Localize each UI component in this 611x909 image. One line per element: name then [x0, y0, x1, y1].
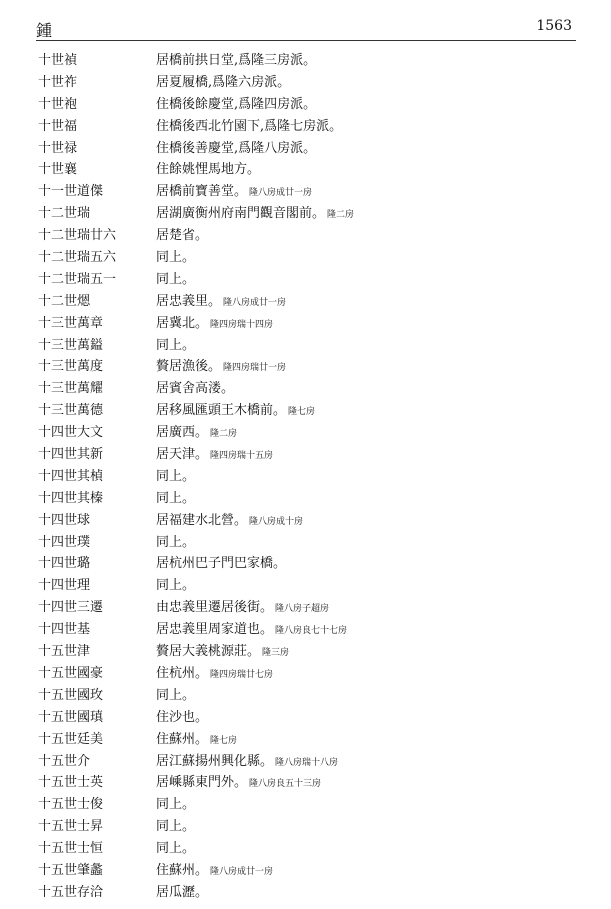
- entry-row: [38, 72, 578, 94]
- entry-name: 十一世道傑: [38, 184, 104, 200]
- entry-residence: [156, 466, 578, 488]
- entry-name: 十四世三遷: [38, 600, 104, 616]
- entry-residence-text: 同上。: [156, 468, 196, 484]
- entry-name: 十五世士昇: [38, 819, 104, 835]
- genealogy-entry-list: [38, 50, 578, 904]
- entry-residence-text: 同上。: [156, 578, 196, 594]
- entry-branch-note: 隆八房良七十七房: [275, 626, 348, 637]
- entry-name: 十三世萬度: [38, 359, 104, 375]
- entry-name: 十四世其楨: [38, 468, 104, 484]
- entry-row: [38, 532, 578, 554]
- entry-name: 十五世存洽: [38, 884, 104, 900]
- entry-residence-text: 居湖廣衡州府南門觀音閣前。: [156, 206, 326, 222]
- entry-residence: [156, 116, 578, 138]
- entry-residence: [156, 860, 578, 882]
- entry-residence: [156, 72, 578, 94]
- entry-residence-text: 同上。: [156, 250, 196, 266]
- entry-row: [38, 860, 578, 882]
- entry-name: 十世祚: [38, 74, 78, 90]
- entry-row: [38, 291, 578, 313]
- entry-residence-text: 居天津。: [156, 447, 209, 463]
- entry-row: [38, 444, 578, 466]
- entry-branch-note: 隆八房良五十三房: [249, 779, 322, 790]
- entry-branch-note: 隆八房成十房: [249, 516, 304, 527]
- entry-residence: [156, 50, 578, 72]
- entry-residence: [156, 94, 578, 116]
- entry-residence: [156, 422, 578, 444]
- entry-row: [38, 510, 578, 532]
- entry-residence-text: 居江蘇揚州興化縣。: [156, 753, 274, 769]
- entry-residence-text: 由忠義里遷居後街。: [156, 600, 274, 616]
- entry-name: 十四世理: [38, 578, 91, 594]
- entry-branch-note: 隆四房瑞廿七房: [210, 669, 274, 680]
- entry-residence: [156, 138, 578, 160]
- entry-residence-text: 居忠義里周家道也。: [156, 622, 274, 638]
- entry-name: 十世袍: [38, 96, 78, 112]
- entry-residence-text: 居移風匯頭王木橋前。: [156, 403, 287, 419]
- entry-row: [38, 619, 578, 641]
- entry-residence-text: 居楚省。: [156, 228, 209, 244]
- entry-name: 十五世津: [38, 644, 91, 660]
- entry-row: [38, 356, 578, 378]
- entry-name: 十五世士恒: [38, 841, 104, 857]
- entry-row: [38, 553, 578, 575]
- entry-residence-text: 贅居漁後。: [156, 359, 222, 375]
- entry-name: 十二世瑞: [38, 206, 91, 222]
- entry-branch-note: 隆七房: [288, 407, 316, 418]
- entry-residence: [156, 532, 578, 554]
- entry-row: [38, 400, 578, 422]
- entry-residence-text: 同上。: [156, 841, 196, 857]
- entry-residence: [156, 378, 578, 400]
- entry-residence: [156, 794, 578, 816]
- entry-residence: [156, 400, 578, 422]
- entry-name: 十二世瑞五一: [38, 271, 117, 287]
- running-title: 鍾: [36, 21, 53, 40]
- entry-residence-text: 住橋後善慶堂,爲隆八房派。: [156, 140, 317, 156]
- entry-row: [38, 772, 578, 794]
- entry-row: [38, 597, 578, 619]
- entry-residence-text: 住餘姚悝馬地方。: [156, 162, 261, 178]
- entry-residence: [156, 619, 578, 641]
- entry-branch-note: 隆二房: [327, 210, 355, 221]
- entry-branch-note: 隆八房成廿一房: [249, 188, 313, 199]
- entry-residence: [156, 707, 578, 729]
- entry-name: 十五世士俊: [38, 797, 104, 813]
- entry-row: [38, 882, 578, 904]
- entry-row: [38, 378, 578, 400]
- entry-row: [38, 225, 578, 247]
- entry-residence: [156, 838, 578, 860]
- entry-residence-text: 同上。: [156, 687, 196, 703]
- entry-branch-note: 隆八房成廿一房: [223, 297, 287, 308]
- entry-residence-text: 住沙也。: [156, 709, 209, 725]
- entry-name: 十五世國豪: [38, 665, 104, 681]
- entry-branch-note: 隆二房: [210, 429, 238, 440]
- entry-name: 十四世璐: [38, 556, 91, 572]
- entry-residence: [156, 356, 578, 378]
- entry-row: [38, 466, 578, 488]
- entry-residence-text: 住橋後餘慶堂,爲隆四房派。: [156, 96, 317, 112]
- entry-residence: [156, 816, 578, 838]
- entry-residence-text: 居杭州巴子門巴家橋。: [156, 556, 287, 572]
- page-number: 1563: [536, 18, 572, 34]
- entry-name: 十四世球: [38, 512, 91, 528]
- entry-residence: [156, 313, 578, 335]
- entry-name: 十二世煾: [38, 293, 91, 309]
- entry-name: 十三世萬鎰: [38, 337, 104, 353]
- entry-row: [38, 269, 578, 291]
- entry-name: 十五世肇蠡: [38, 862, 104, 878]
- entry-name: 十五世廷美: [38, 731, 104, 747]
- entry-residence: [156, 772, 578, 794]
- entry-residence-text: 居福建水北營。: [156, 512, 248, 528]
- entry-residence-text: 同上。: [156, 534, 196, 550]
- entry-row: [38, 116, 578, 138]
- entry-branch-note: 隆八房成廿一房: [210, 866, 274, 877]
- entry-name: 十三世萬德: [38, 403, 104, 419]
- entry-residence: [156, 597, 578, 619]
- entry-residence-text: 住杭州。: [156, 665, 209, 681]
- entry-name: 十四世其新: [38, 447, 104, 463]
- entry-residence: [156, 575, 578, 597]
- entry-branch-note: 隆四房瑞十五房: [210, 451, 274, 462]
- entry-residence-text: 同上。: [156, 797, 196, 813]
- entry-row: [38, 313, 578, 335]
- entry-name: 十世禄: [38, 140, 78, 156]
- entry-row: [38, 422, 578, 444]
- entry-residence: [156, 444, 578, 466]
- entry-residence: [156, 751, 578, 773]
- entry-residence-text: 居嵊縣東門外。: [156, 775, 248, 791]
- entry-residence: [156, 335, 578, 357]
- entry-residence-text: 居瓜瀝。: [156, 884, 209, 900]
- entry-residence-text: 同上。: [156, 490, 196, 506]
- entry-residence: [156, 663, 578, 685]
- entry-row: [38, 159, 578, 181]
- entry-row: [38, 729, 578, 751]
- entry-row: [38, 50, 578, 72]
- entry-residence: [156, 203, 578, 225]
- entry-residence-text: 贅居大義桃源莊。: [156, 644, 261, 660]
- entry-residence-text: 居冀北。: [156, 315, 209, 331]
- entry-row: [38, 663, 578, 685]
- entry-residence-text: 住蘇州。: [156, 731, 209, 747]
- entry-row: [38, 685, 578, 707]
- entry-residence-text: 居賓舍高溇。: [156, 381, 235, 397]
- entry-residence-text: 居廣西。: [156, 425, 209, 441]
- entry-name: 十二世瑞五六: [38, 250, 117, 266]
- entry-name: 十四世璞: [38, 534, 91, 550]
- entry-row: [38, 488, 578, 510]
- entry-branch-note: 隆八房瑞十八房: [275, 757, 339, 768]
- entry-residence: [156, 247, 578, 269]
- entry-residence-text: 住蘇州。: [156, 862, 209, 878]
- entry-row: [38, 181, 578, 203]
- entry-name: 十四世大文: [38, 425, 104, 441]
- entry-residence-text: 同上。: [156, 271, 196, 287]
- entry-name: 十三世萬章: [38, 315, 104, 331]
- entry-name: 十五世國玫: [38, 687, 104, 703]
- entry-row: [38, 794, 578, 816]
- entry-residence: [156, 685, 578, 707]
- entry-name: 十二世瑞廿六: [38, 228, 117, 244]
- entry-name: 十四世基: [38, 622, 91, 638]
- entry-residence: [156, 729, 578, 751]
- entry-residence-text: 住橋後西北竹園下,爲隆七房派。: [156, 118, 343, 134]
- entry-residence: [156, 553, 578, 575]
- entry-residence-text: 同上。: [156, 337, 196, 353]
- page-header: [36, 14, 576, 41]
- entry-row: [38, 247, 578, 269]
- entry-name: 十四世其榛: [38, 490, 104, 506]
- entry-row: [38, 575, 578, 597]
- entry-row: [38, 203, 578, 225]
- entry-residence-text: 居橋前拱日堂,爲隆三房派。: [156, 53, 317, 68]
- entry-row: [38, 335, 578, 357]
- entry-residence: [156, 225, 578, 247]
- entry-branch-note: 隆三房: [262, 648, 290, 659]
- entry-residence: [156, 510, 578, 532]
- entry-residence: [156, 159, 578, 181]
- entry-residence-text: 居橋前寶善堂。: [156, 184, 248, 200]
- entry-row: [38, 94, 578, 116]
- entry-branch-note: 隆四房瑞廿一房: [223, 363, 287, 374]
- entry-residence-text: 居夏履橋,爲隆六房派。: [156, 74, 291, 90]
- entry-row: [38, 838, 578, 860]
- entry-name: 十五世國瑱: [38, 709, 104, 725]
- entry-branch-note: 隆四房瑞十四房: [210, 319, 274, 330]
- entry-branch-note: 隆八房子超房: [275, 604, 330, 615]
- entry-residence: [156, 882, 578, 904]
- entry-name: 十世禎: [38, 53, 78, 68]
- entry-name: 十五世士英: [38, 775, 104, 791]
- entry-row: [38, 138, 578, 160]
- entry-residence: [156, 641, 578, 663]
- entry-residence-text: 居忠義里。: [156, 293, 222, 309]
- entry-residence-text: 同上。: [156, 819, 196, 835]
- entry-residence: [156, 269, 578, 291]
- entry-residence: [156, 488, 578, 510]
- entry-row: [38, 816, 578, 838]
- entry-row: [38, 641, 578, 663]
- entry-name: 十世襄: [38, 162, 78, 178]
- entry-name: 十世福: [38, 118, 78, 134]
- entry-branch-note: 隆七房: [210, 735, 238, 746]
- entry-residence: [156, 181, 578, 203]
- entry-name: 十三世萬耀: [38, 381, 104, 397]
- entry-row: [38, 751, 578, 773]
- entry-name: 十五世介: [38, 753, 91, 769]
- entry-residence: [156, 291, 578, 313]
- entry-row: [38, 707, 578, 729]
